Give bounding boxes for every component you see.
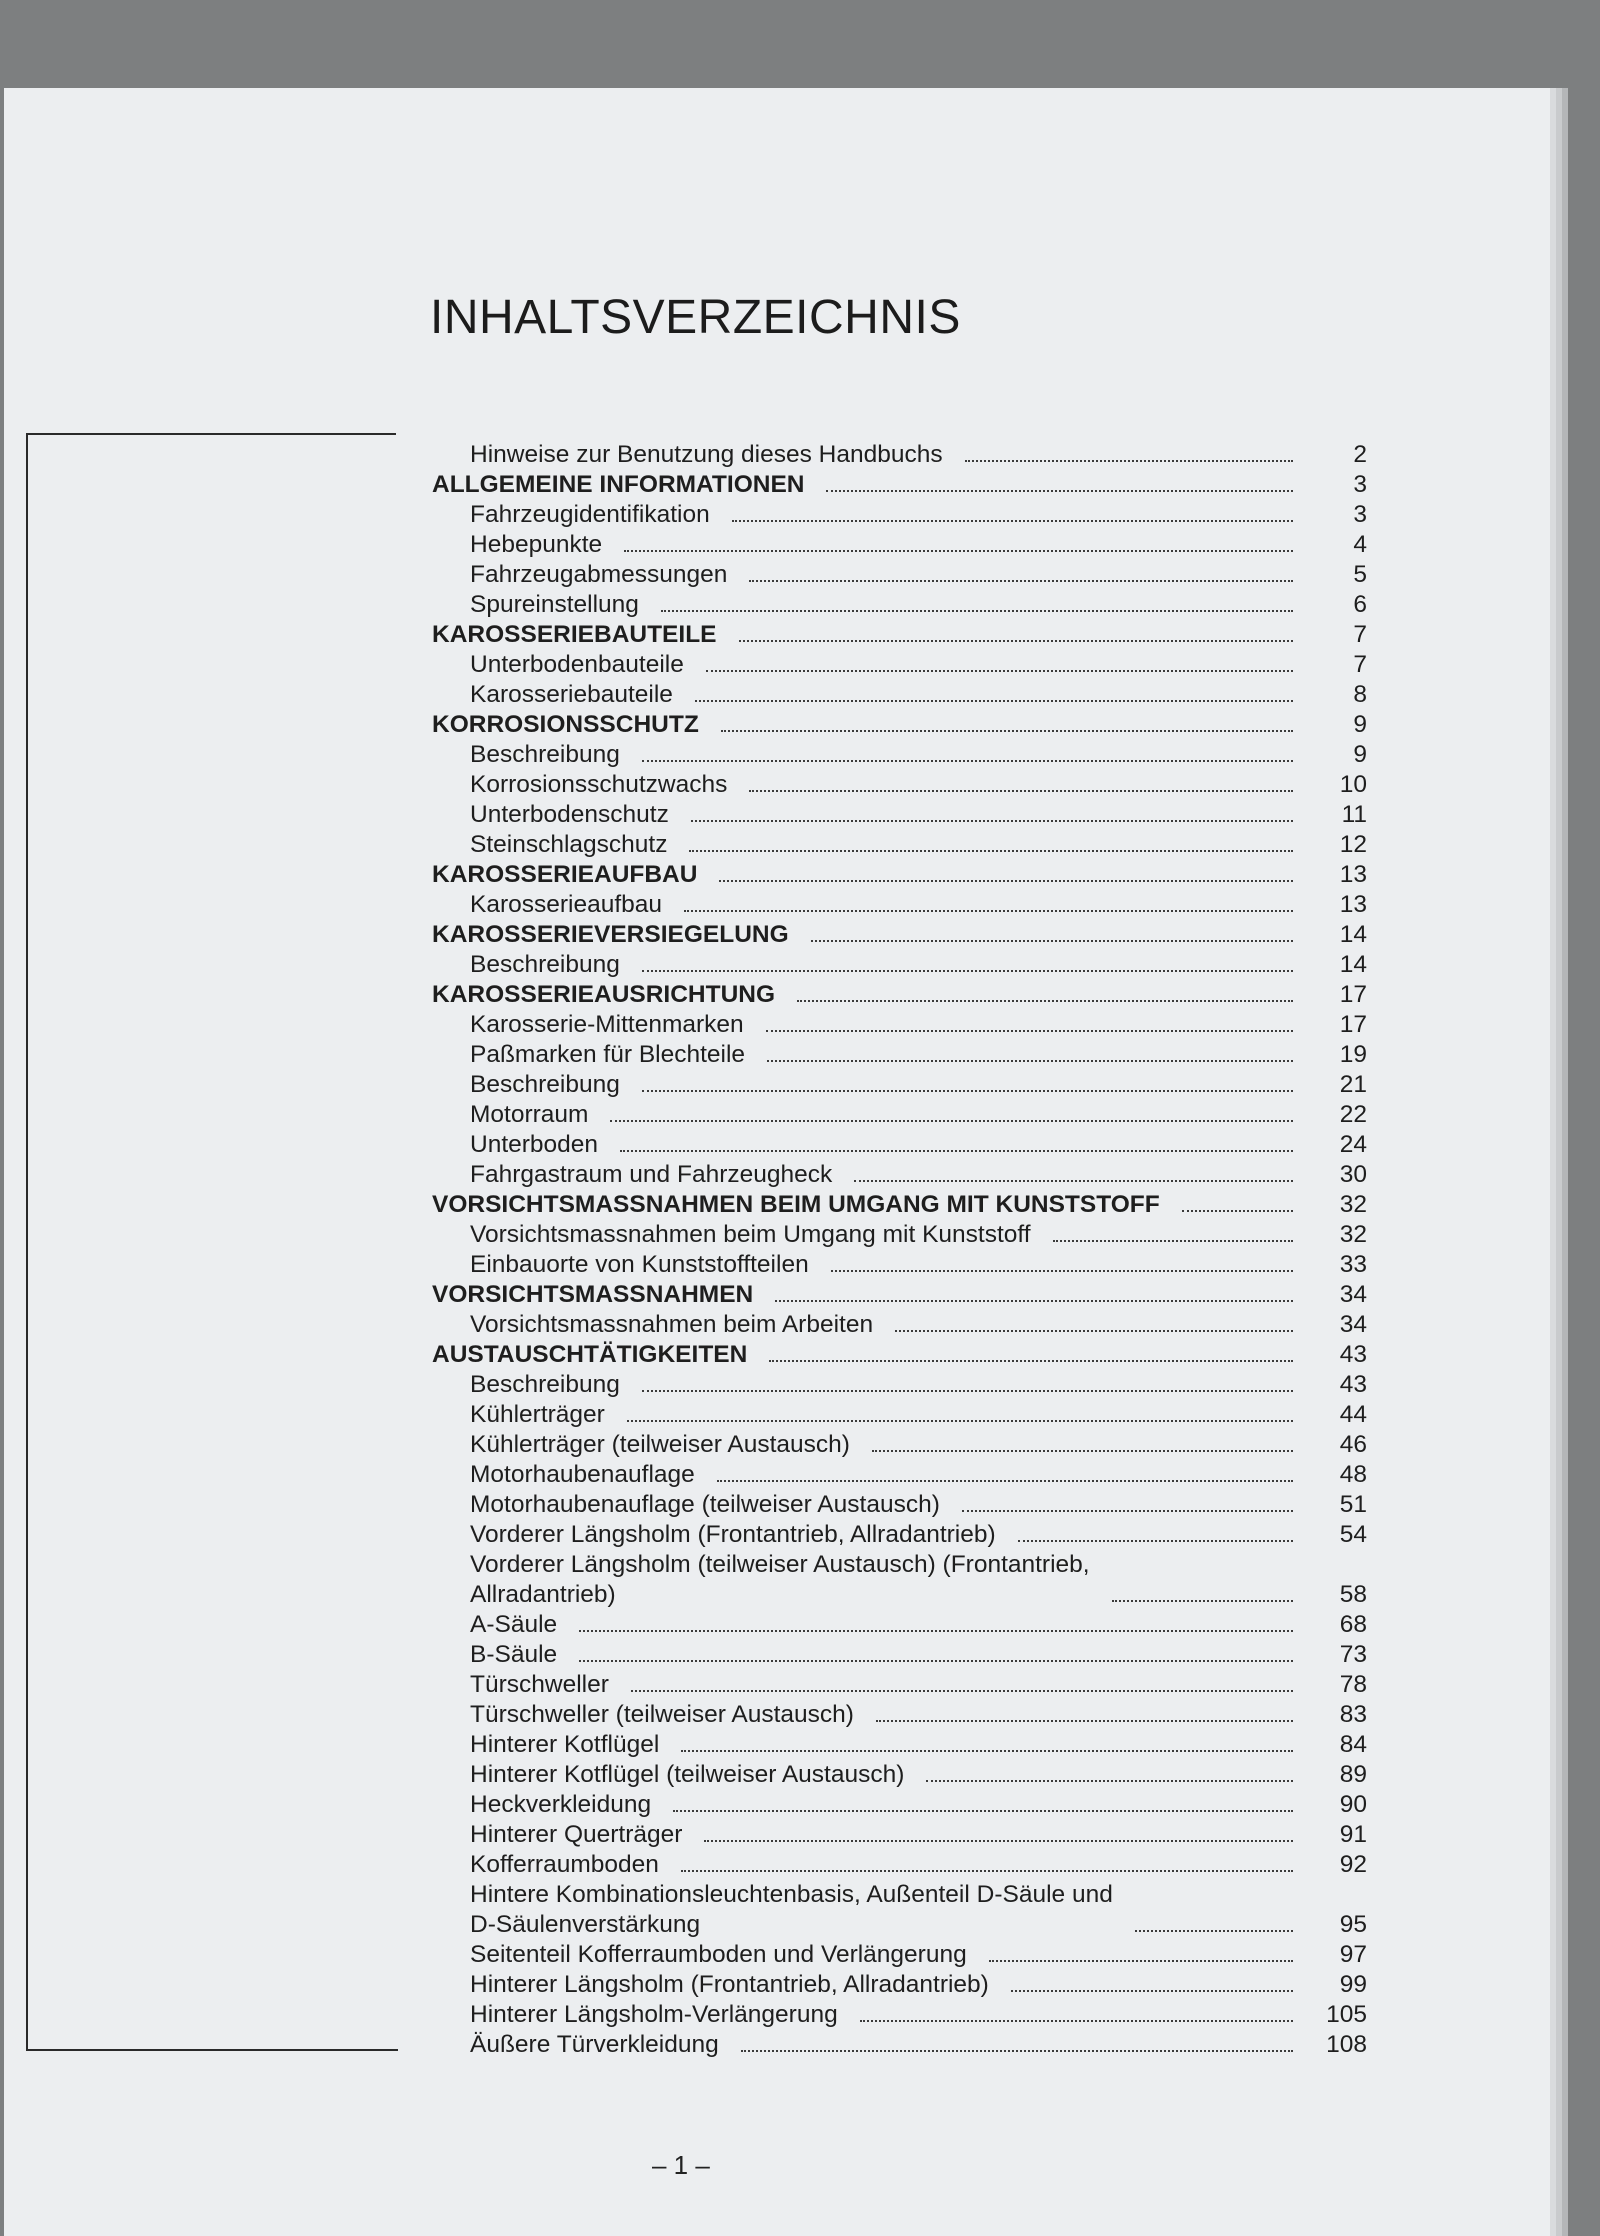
toc-entry-label: Heckverkleidung: [470, 1791, 652, 1818]
dot-leader: [732, 519, 1293, 522]
toc-subsection-entry: [432, 1460, 1367, 1490]
toc-subsection-entry: [432, 590, 1367, 620]
dot-leader: [989, 1959, 1293, 1962]
toc-entry-page: 44: [1339, 1401, 1367, 1428]
toc-subsection-entry: [432, 1250, 1367, 1280]
toc-section-entry: [432, 1340, 1367, 1370]
dot-leader: [962, 1509, 1293, 1512]
toc-subsection-entry: [432, 1970, 1367, 2000]
toc-subsection-entry: [432, 1790, 1367, 1820]
toc-section-entry: [432, 920, 1367, 950]
toc-subsection-entry: [432, 1370, 1367, 1400]
toc-entry-page: 13: [1339, 891, 1367, 918]
toc-entry-label: Hebepunkte: [470, 531, 603, 558]
dot-leader: [739, 639, 1293, 642]
dot-leader: [741, 2049, 1293, 2052]
toc-entry-page: 21: [1339, 1071, 1367, 1098]
toc-entry-page: 4: [1353, 531, 1367, 558]
toc-entry-page: 58: [1339, 1581, 1367, 1608]
toc-entry-page: 10: [1339, 771, 1367, 798]
toc-entry-page: 90: [1339, 1791, 1367, 1818]
dot-leader: [642, 1389, 1293, 1392]
toc-entry-page: 34: [1339, 1281, 1367, 1308]
dot-leader: [661, 609, 1293, 612]
toc-entry-label: A-Säule: [470, 1611, 558, 1638]
toc-section-entry: [432, 470, 1367, 500]
toc-entry-label: KAROSSERIEVERSIEGELUNG: [432, 921, 789, 948]
toc-entry-page: 46: [1339, 1431, 1367, 1458]
toc-entry-label: KAROSSERIEBAUTEILE: [432, 621, 717, 648]
toc-subsection-entry: [432, 1850, 1367, 1880]
toc-entry-page: 68: [1339, 1611, 1367, 1638]
dot-leader: [965, 459, 1293, 462]
dot-leader: [610, 1119, 1293, 1122]
toc-subsection-entry: [432, 1430, 1367, 1460]
toc-entry-page: 7: [1353, 651, 1367, 678]
toc-entry-label: Türschweller: [470, 1671, 609, 1698]
dot-leader: [826, 489, 1293, 492]
toc-entry-label: Äußere Türverkleidung: [470, 2031, 719, 2058]
toc-entry-page: 34: [1339, 1311, 1367, 1338]
toc-subsection-entry: [432, 800, 1367, 830]
toc-entry-label: VORSICHTSMASSNAHMEN: [432, 1281, 754, 1308]
dot-leader: [689, 849, 1293, 852]
dot-leader: [1053, 1239, 1293, 1242]
toc-entry-label: Hinterer Kotflügel (teilweiser Austausch): [470, 1761, 905, 1788]
dot-leader: [579, 1629, 1293, 1632]
toc-entry-label: Fahrzeugidentifikation: [470, 501, 710, 528]
toc-entry-label: Vorsichtsmassnahmen beim Arbeiten: [470, 1311, 874, 1338]
toc-entry-page: 3: [1353, 471, 1367, 498]
toc-entry-page: 5: [1353, 561, 1367, 588]
dot-leader: [797, 999, 1293, 1002]
toc-entry-label: Karosserieaufbau: [470, 891, 663, 918]
toc-subsection-entry: [432, 890, 1367, 920]
toc-subsection-entry: [432, 770, 1367, 800]
toc-entry-page: 14: [1339, 951, 1367, 978]
dot-leader: [642, 969, 1293, 972]
toc-entry-label: ALLGEMEINE INFORMATIONEN: [432, 471, 805, 498]
toc-subsection-entry: [432, 530, 1367, 560]
toc-subsection-entry: [432, 1490, 1367, 1520]
toc-entry-page: 97: [1339, 1941, 1367, 1968]
toc-subsection-entry: [432, 1670, 1367, 1700]
toc-entry-label: Fahrgastraum und Fahrzeugheck: [470, 1161, 833, 1188]
toc-entry-page: 108: [1326, 2031, 1367, 2058]
toc-entry-page: 2: [1353, 441, 1367, 468]
toc-entry-page: 92: [1339, 1851, 1367, 1878]
toc-entry-page: 73: [1339, 1641, 1367, 1668]
toc-subsection-entry: [432, 1550, 1367, 1610]
dot-leader: [620, 1149, 1293, 1152]
dot-leader: [1182, 1209, 1293, 1212]
toc-entry-page: 32: [1339, 1191, 1367, 1218]
toc-entry-label: Paßmarken für Blechteile: [470, 1041, 746, 1068]
toc-section-entry: [432, 710, 1367, 740]
dot-leader: [721, 729, 1293, 732]
toc-subsection-entry: [432, 1400, 1367, 1430]
toc-section-entry: [432, 620, 1367, 650]
toc-subsection-entry: [432, 1220, 1367, 1250]
toc-entry-page: 51: [1339, 1491, 1367, 1518]
toc-section-entry: [432, 1190, 1367, 1220]
toc-entry-label: Beschreibung: [470, 1071, 620, 1098]
toc-subsection-entry: [432, 1130, 1367, 1160]
toc-entry-page: 19: [1339, 1041, 1367, 1068]
dot-leader: [717, 1479, 1293, 1482]
dot-leader: [579, 1659, 1293, 1662]
toc-subsection-entry: [432, 1310, 1367, 1340]
toc-entry-label: Hintere Kombinationsleuchtenbasis, Außenteil D-Säule und D-Säulenverstärkung: [470, 1881, 1113, 1938]
dot-leader: [831, 1269, 1293, 1272]
dot-leader: [749, 789, 1293, 792]
toc-entry-label: KORROSIONSSCHUTZ: [432, 711, 699, 738]
dot-leader: [769, 1359, 1293, 1362]
toc-entry-label: Motorhaubenauflage: [470, 1461, 695, 1488]
toc-entry-label: Beschreibung: [470, 1371, 620, 1398]
toc-subsection-entry: [432, 1730, 1367, 1760]
dot-leader: [684, 909, 1293, 912]
toc-entry-label: Unterbodenbauteile: [470, 651, 684, 678]
toc-subsection-entry: [432, 830, 1367, 860]
toc-entry-label: Unterbodenschutz: [470, 801, 669, 828]
dot-leader: [775, 1299, 1293, 1302]
toc-entry-page: 6: [1353, 591, 1367, 618]
toc-subsection-entry: [432, 680, 1367, 710]
toc-entry-page: 91: [1339, 1821, 1367, 1848]
toc-subsection-entry: [432, 650, 1367, 680]
dot-leader: [1018, 1539, 1293, 1542]
toc-entry-page: 3: [1353, 501, 1367, 528]
toc-entry-page: 9: [1353, 711, 1367, 738]
toc-subsection-entry: [432, 1100, 1367, 1130]
toc-entry-label: Hinweise zur Benutzung dieses Handbuchs: [470, 441, 943, 468]
toc-entry-label: Vorderer Längsholm (Frontantrieb, Allradantrieb): [470, 1521, 996, 1548]
toc-entry-page: 11: [1341, 801, 1367, 828]
dot-leader: [642, 759, 1293, 762]
toc-entry-label: Hinterer Kotflügel: [470, 1731, 660, 1758]
toc-subsection-entry: [432, 1610, 1367, 1640]
toc-entry-page: 84: [1339, 1731, 1367, 1758]
dot-leader: [719, 879, 1293, 882]
toc-entry-page: 14: [1339, 921, 1367, 948]
toc-entry-page: 30: [1339, 1161, 1367, 1188]
toc-entry-page: 12: [1339, 831, 1367, 858]
toc-entry-label: Karosseriebauteile: [470, 681, 673, 708]
toc-entry-label: Beschreibung: [470, 951, 620, 978]
toc-entry-label: Spureinstellung: [470, 591, 639, 618]
toc-entry-page: 8: [1353, 681, 1367, 708]
dot-leader: [704, 1839, 1293, 1842]
toc-entry-label: Unterboden: [470, 1131, 599, 1158]
toc-entry-label: Hinterer Längsholm-Verlängerung: [470, 2001, 838, 2028]
dot-leader: [767, 1059, 1293, 1062]
toc-entry-page: 32: [1339, 1221, 1367, 1248]
toc-entry-page: 48: [1339, 1461, 1367, 1488]
toc-entry-label: Türschweller (teilweiser Austausch): [470, 1701, 854, 1728]
toc-entry-label: Korrosionsschutzwachs: [470, 771, 728, 798]
toc-subsection-entry: [432, 560, 1367, 590]
toc-subsection-entry: [432, 740, 1367, 770]
toc-subsection-entry: [432, 1520, 1367, 1550]
dot-leader: [749, 579, 1293, 582]
toc-subsection-entry: [432, 1820, 1367, 1850]
toc-subsection-entry: [432, 1040, 1367, 1070]
toc-entry-label: KAROSSERIEAUFBAU: [432, 861, 698, 888]
frame-bracket: [26, 433, 398, 2051]
toc-entry-page: 13: [1339, 861, 1367, 888]
toc-entry-label: Motorhaubenauflage (teilweiser Austausch): [470, 1491, 940, 1518]
toc-subsection-entry: [432, 1760, 1367, 1790]
dot-leader: [681, 1869, 1293, 1872]
toc-entry-label: Vorderer Längsholm (teilweiser Austausch) (Frontantrieb, Allradantrieb): [470, 1551, 1090, 1608]
dot-leader: [766, 1029, 1293, 1032]
toc-entry-page: 95: [1339, 1911, 1367, 1938]
dot-leader: [1135, 1929, 1293, 1932]
toc-subsection-entry: [432, 1160, 1367, 1190]
toc-entry-label: Einbauorte von Kunststoffteilen: [470, 1251, 809, 1278]
dot-leader: [895, 1329, 1293, 1332]
toc-entry-label: Beschreibung: [470, 741, 620, 768]
dot-leader: [926, 1779, 1293, 1782]
toc-entry-page: 9: [1353, 741, 1367, 768]
toc-subsection-entry: [432, 950, 1367, 980]
toc-entry-label: Hinterer Längsholm (Frontantrieb, Allradantrieb): [470, 1971, 989, 1998]
toc-entry-label: Fahrzeugabmessungen: [470, 561, 728, 588]
toc-entry-page: 54: [1339, 1521, 1367, 1548]
toc-subsection-entry: [432, 1070, 1367, 1100]
document-page: [4, 88, 1550, 2236]
toc-entry-page: 83: [1339, 1701, 1367, 1728]
dot-leader: [681, 1749, 1293, 1752]
dot-leader: [876, 1719, 1293, 1722]
dot-leader: [624, 549, 1293, 552]
toc-subsection-entry: [432, 2000, 1367, 2030]
toc-subsection-entry: [432, 2030, 1367, 2060]
dot-leader: [811, 939, 1293, 942]
toc-section-entry: [432, 1280, 1367, 1310]
dot-leader: [673, 1809, 1293, 1812]
dot-leader: [642, 1089, 1293, 1092]
toc-subsection-entry: [432, 1880, 1367, 1940]
toc-entry-page: 7: [1353, 621, 1367, 648]
dot-leader: [860, 2019, 1293, 2022]
toc-entry-label: AUSTAUSCHTÄTIGKEITEN: [432, 1341, 748, 1368]
toc-entry-page: 24: [1339, 1131, 1367, 1158]
toc-entry-label: Kühlerträger: [470, 1401, 605, 1428]
toc-entry-label: Kofferraumboden: [470, 1851, 659, 1878]
table-of-contents: [432, 440, 1367, 2060]
toc-entry-page: 105: [1326, 2001, 1367, 2028]
toc-section-entry: [432, 980, 1367, 1010]
dot-leader: [854, 1179, 1293, 1182]
dot-leader: [1011, 1989, 1293, 1992]
toc-entry-page: 43: [1339, 1341, 1367, 1368]
toc-section-entry: [432, 860, 1367, 890]
toc-subsection-entry: [432, 500, 1367, 530]
toc-entry-page: 78: [1339, 1671, 1367, 1698]
dot-leader: [631, 1689, 1293, 1692]
dot-leader: [627, 1419, 1293, 1422]
toc-entry-label: Vorsichtsmassnahmen beim Umgang mit Kunststoff: [470, 1221, 1031, 1248]
dot-leader: [691, 819, 1293, 822]
dot-leader: [695, 699, 1293, 702]
toc-subsection-entry: [432, 1940, 1367, 1970]
toc-entry-label: Kühlerträger (teilweiser Austausch): [470, 1431, 850, 1458]
toc-entry-label: B-Säule: [470, 1641, 558, 1668]
toc-entry-page: 17: [1339, 981, 1367, 1008]
toc-entry-label: Karosserie-Mittenmarken: [470, 1011, 744, 1038]
toc-subsection-entry: [432, 1010, 1367, 1040]
toc-entry-label: Seitenteil Kofferraumboden und Verlängerung: [470, 1941, 967, 1968]
toc-entry-page: 17: [1339, 1011, 1367, 1038]
toc-entry-page: 99: [1339, 1971, 1367, 1998]
toc-entry-label: KAROSSERIEAUSRICHTUNG: [432, 981, 776, 1008]
toc-entry-page: 43: [1339, 1371, 1367, 1398]
toc-entry-label: Hinterer Querträger: [470, 1821, 683, 1848]
dot-leader: [1112, 1599, 1293, 1602]
dot-leader: [872, 1449, 1293, 1452]
toc-entry-label: VORSICHTSMASSNAHMEN BEIM UMGANG MIT KUNSTSTOFF: [432, 1191, 1160, 1218]
toc-entry-page: 33: [1339, 1251, 1367, 1278]
toc-entry-label: Steinschlagschutz: [470, 831, 668, 858]
page-number: – 1 –: [652, 2150, 710, 2180]
toc-subsection-entry: [432, 440, 1367, 470]
toc-subsection-entry: [432, 1700, 1367, 1730]
page-title: INHALTSVERZEICHNIS: [430, 291, 961, 344]
toc-entry-page: 22: [1339, 1101, 1367, 1128]
dot-leader: [706, 669, 1293, 672]
toc-subsection-entry: [432, 1640, 1367, 1670]
toc-entry-label: Motorraum: [470, 1101, 589, 1128]
toc-entry-page: 89: [1339, 1761, 1367, 1788]
